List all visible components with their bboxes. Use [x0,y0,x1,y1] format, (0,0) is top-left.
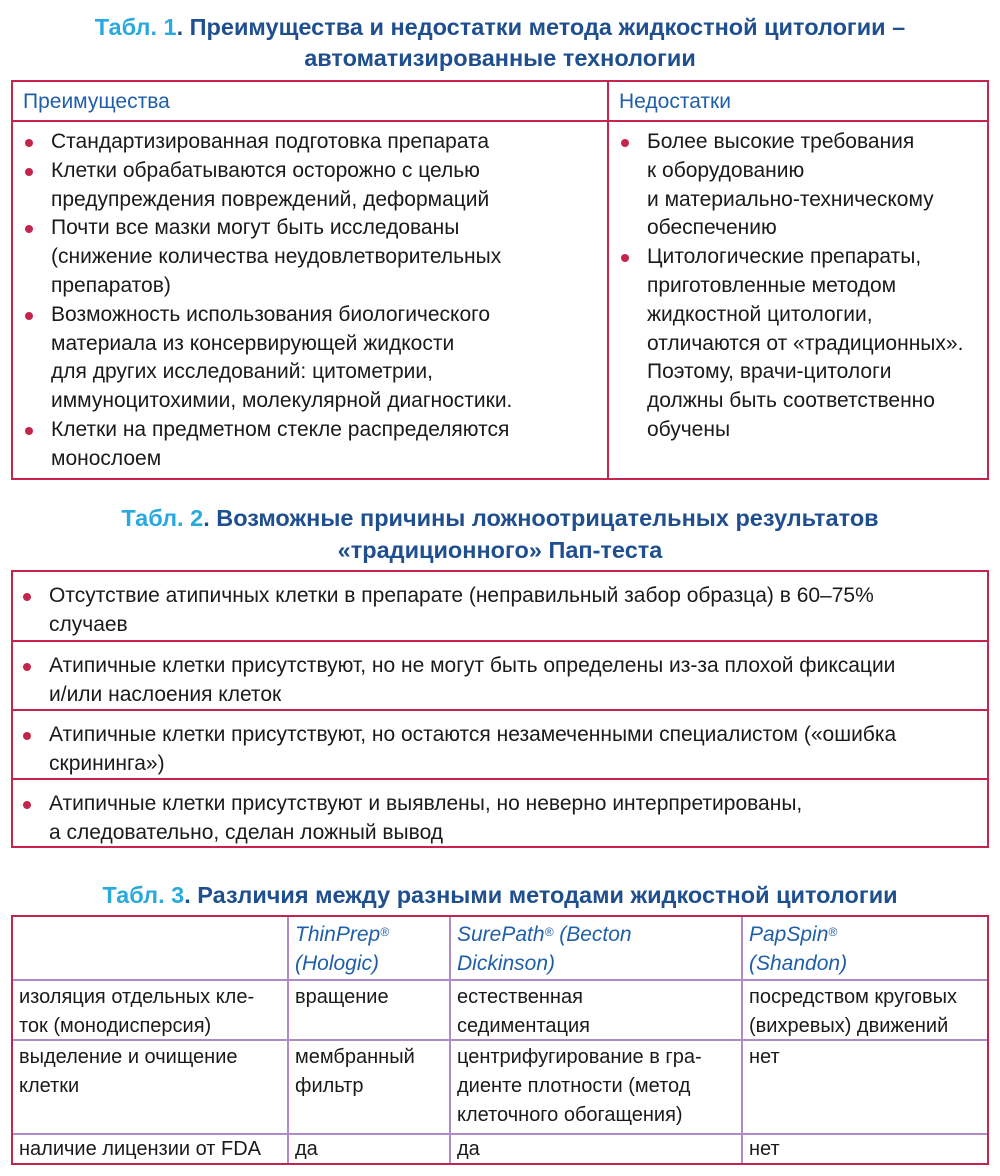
advantages-list [15,128,605,474]
table1-header-divider [13,120,987,122]
table3-cell: нет [749,1138,780,1160]
disadvantages-list [611,128,987,445]
thinprep-name: ThinPrep [295,923,381,946]
advantage-item: Стандартизированная подготовка препарата [15,128,605,157]
table3-col-header-thinprep [295,920,389,978]
table3-title-text: . Различия между разными методами жидкостной цитологии [184,882,898,908]
advantage-item: Клетки обрабатываются осторожно с целью предупреждения повреждений, деформаций [15,157,605,215]
bullet-icon [23,663,31,671]
surepath-maker-part2: Dickinson) [457,952,556,975]
table2-row-text: Атипичные клетки присутствуют, но не могут быть определены из-за плохой фиксации и/или наслоения клеток [49,654,896,706]
advantage-item: Почти все мазки могут быть исследованы (снижение количества неудовлетворительных препаратов) [15,214,605,300]
table2-title [0,503,1000,534]
table3-cell: вращение [295,986,389,1008]
table2-title-text: . Возможные причины ложноотрицательных результатов [203,505,879,531]
table3-cell: центрифугирование в гра- диенте плотности (метод клеточного обогащения) [457,1046,702,1126]
table1-title-line2: автоматизированные технологии [304,45,696,71]
surepath-maker-part1: (Becton [553,923,632,946]
table3-row-label: выделение и очищение клетки [19,1046,238,1097]
surepath-name: SurePath [457,923,545,946]
table2-row-text: Атипичные клетки присутствуют, но остаются незамеченными специалистом («ошибка скрининга») [49,723,897,775]
table1-column-divider [607,82,609,478]
table2-title-number: Табл. 2 [121,505,204,531]
table2 [11,570,989,848]
papspin-maker: (Shandon) [749,952,848,975]
advantages-header: Преимущества [23,90,170,113]
table1 [11,80,989,480]
table3-title-number: Табл. 3 [102,882,185,908]
table2-row [13,572,987,640]
table2-row [13,778,987,848]
table2-row [13,640,987,709]
table3-title [0,880,1000,911]
table2-row-text: Отсутствие атипичных клетки в препарате (неправильный забор образца) в 60–75% случаев [49,584,874,636]
table3-col-header-papspin [749,920,847,978]
table3-cell: мембранный фильтр [295,1046,415,1097]
thinprep-maker: (Hologic) [295,952,380,975]
table3-row-divider [13,979,987,981]
table2-title-line2: «традиционного» Пап-теста [337,537,663,563]
table3 [11,915,989,1165]
bullet-icon [23,732,31,740]
table3-cell: естественная седиментация [457,986,590,1037]
registered-mark: ® [544,925,554,939]
table2-row-text: Атипичные клетки присутствуют и выявлены, но неверно интерпретированы, а следовательно, сделан ложный вывод [49,792,803,844]
table1-title-number: Табл. 1 [94,14,177,40]
table3-col-header-surepath [457,920,632,978]
table3-cell: да [457,1138,480,1160]
table3-row-label: изоляция отдельных кле- ток (монодисперсия) [19,986,255,1037]
table3-row-label: наличие лицензии от FDA [19,1138,261,1160]
table1-title [0,12,1000,43]
disadvantage-item: Более высокие требования к оборудованию и материально-техническому обеспечению [611,128,987,243]
table3-cell: нет [749,1046,780,1068]
registered-mark: ® [828,925,838,939]
bullet-icon [23,593,31,601]
disadvantages-header: Недостатки [619,90,731,113]
table1-title-text: . Преимущества и недостатки метода жидкостной цитологии – [176,14,906,40]
table3-cell: да [295,1138,318,1160]
table2-row [13,709,987,778]
bullet-icon [23,801,31,809]
papspin-name: PapSpin [749,923,829,946]
registered-mark: ® [380,925,390,939]
table3-cell: посредством круговых (вихревых) движений [749,986,958,1037]
disadvantage-item: Цитологические препараты, приготовленные методом жидкостной цитологии, отличаются от «традиционных». Поэтому, врачи-цитологи должны быть соответственно обучены [611,243,987,445]
advantage-item: Клетки на предметном стекле распределяются монослоем [15,416,605,474]
advantage-item: Возможность использования биологического материала из консервирующей жидкости для других исследований: цитометрии, иммуноцитохимии, молекулярной диагностики. [15,301,605,416]
